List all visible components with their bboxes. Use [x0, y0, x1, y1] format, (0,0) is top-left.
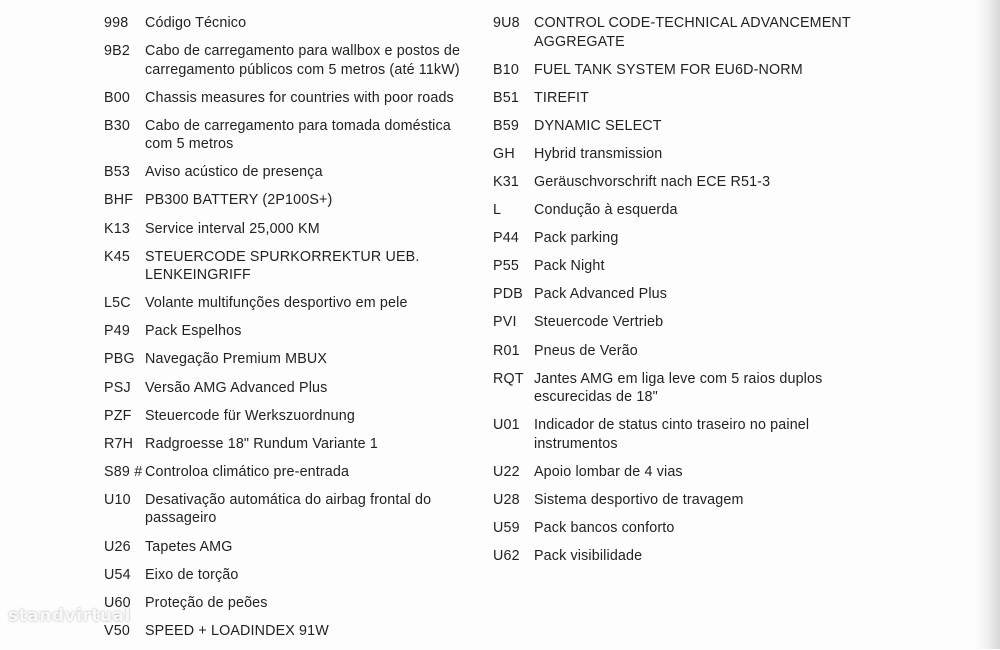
option-row	[493, 117, 863, 136]
option-code: PDB	[493, 286, 523, 303]
option-description: CONTROL CODE-TECHNICAL ADVANCEMENT AGGREGATE	[534, 15, 851, 50]
option-description: Jantes AMG em liga leve com 5 raios duplos escurecidas de 18"	[534, 370, 823, 406]
option-code: U62	[493, 548, 520, 565]
option-code: RQT	[493, 370, 524, 387]
option-description: Pack Advanced Plus	[534, 286, 668, 303]
option-description: Proteção de peões	[145, 594, 268, 611]
option-code: U28	[493, 491, 520, 508]
option-row	[104, 220, 474, 239]
option-row	[104, 463, 474, 482]
option-description: Chassis measures for countries with poor roads	[145, 89, 454, 106]
option-description: Controloa climático pre-entrada	[145, 463, 350, 480]
option-code: V50	[104, 622, 131, 639]
option-row	[104, 350, 474, 369]
option-row	[493, 89, 863, 108]
option-row	[104, 248, 474, 285]
option-description: Versão AMG Advanced Plus	[145, 379, 328, 396]
option-description: Indicador de status cinto traseiro no painel instrumentos	[534, 417, 810, 452]
option-row	[493, 14, 863, 51]
option-description: Service interval 25,000 KM	[145, 220, 320, 237]
option-code: PSJ	[104, 379, 131, 396]
option-code: 998	[104, 15, 129, 31]
option-code: PZF	[104, 407, 132, 424]
option-row	[493, 229, 863, 248]
option-row	[104, 42, 474, 79]
option-code: R7H	[104, 435, 134, 452]
option-row	[104, 294, 474, 313]
option-row	[104, 594, 474, 613]
option-code: B10	[493, 61, 520, 78]
option-row	[493, 519, 863, 538]
option-code: B59	[493, 117, 520, 134]
page-edge-shadow	[974, 0, 1000, 649]
option-row	[104, 538, 474, 557]
option-description: Steuercode für Werkszuordnung	[145, 407, 355, 424]
option-code: P44	[493, 230, 520, 247]
option-code: S89 #	[104, 463, 143, 480]
option-description: FUEL TANK SYSTEM FOR EU6D-NORM	[534, 61, 803, 78]
option-code: U26	[104, 538, 131, 555]
option-code: K31	[493, 173, 520, 190]
option-code: R01	[493, 342, 520, 359]
option-row	[493, 285, 863, 304]
option-description: Pack visibilidade	[534, 548, 643, 565]
option-description: PB300 BATTERY (2P100S+)	[145, 192, 333, 209]
option-code: K13	[104, 220, 131, 237]
option-row	[493, 370, 863, 407]
option-row	[104, 89, 474, 108]
option-row	[493, 416, 863, 453]
option-code: U10	[104, 491, 131, 508]
option-code: U54	[104, 566, 131, 583]
option-row	[104, 435, 474, 454]
option-description: Volante multifunções desportivo em pele	[145, 295, 408, 312]
option-code: P55	[493, 258, 520, 275]
option-row	[493, 342, 863, 361]
option-code: K45	[104, 248, 131, 265]
option-code: PBG	[104, 351, 135, 368]
option-description: Condução à esquerda	[534, 202, 678, 219]
option-description: Sistema desportivo de travagem	[534, 491, 744, 508]
option-description: SPEED + LOADINDEX 91W	[145, 622, 329, 639]
option-row	[493, 257, 863, 276]
option-row	[493, 173, 863, 192]
option-code: U01	[493, 417, 520, 434]
option-code: U22	[493, 463, 520, 480]
option-description: Steuercode Vertrieb	[534, 314, 664, 331]
option-description: Cabo de carregamento para wallbox e postos de carregamento públicos com 5 metros (até 11kW)	[145, 43, 461, 78]
option-code: P49	[104, 323, 131, 340]
option-row	[104, 322, 474, 341]
option-row	[104, 14, 474, 33]
watermark: standvirtual	[8, 606, 131, 626]
option-code: BHF	[104, 192, 134, 209]
option-row	[493, 463, 863, 482]
option-description: Eixo de torção	[145, 566, 239, 583]
option-row	[493, 491, 863, 510]
option-code: B51	[493, 89, 520, 106]
left-option-column	[104, 14, 474, 650]
option-row	[104, 491, 474, 528]
option-description: Radgroesse 18" Rundum Variante 1	[145, 435, 378, 452]
option-row	[104, 191, 474, 210]
option-row	[104, 379, 474, 398]
option-row	[493, 61, 863, 80]
option-code: U59	[493, 520, 520, 536]
option-code: L5C	[104, 295, 131, 312]
option-code: 9U8	[493, 15, 520, 31]
option-description: Pack bancos conforto	[534, 520, 675, 536]
option-row	[104, 163, 474, 182]
option-code: L	[493, 202, 502, 219]
option-description: Apoio lombar de 4 vias	[534, 463, 683, 480]
option-row	[493, 547, 863, 566]
right-option-column	[493, 14, 863, 575]
option-description: Tapetes AMG	[145, 538, 233, 555]
option-code: GH	[493, 145, 515, 162]
option-description: Código Técnico	[145, 15, 247, 31]
option-description: Geräuschvorschrift nach ECE R51-3	[534, 173, 771, 190]
option-description: Pneus de Verão	[534, 342, 638, 359]
option-row	[104, 117, 474, 154]
option-row	[104, 407, 474, 426]
option-code: B53	[104, 164, 131, 181]
option-code: B00	[104, 89, 131, 106]
option-row	[493, 145, 863, 164]
option-row	[493, 201, 863, 220]
option-description: Desativação automática do airbag frontal do passageiro	[145, 491, 432, 527]
option-description: Pack Night	[534, 258, 605, 275]
option-description: DYNAMIC SELECT	[534, 117, 662, 134]
option-code: PVI	[493, 314, 517, 331]
option-description: TIREFIT	[534, 89, 590, 106]
option-code: U60	[104, 594, 131, 611]
option-description: Hybrid transmission	[534, 145, 663, 162]
option-description: Cabo de carregamento para tomada doméstica com 5 metros	[145, 117, 451, 153]
option-row	[493, 313, 863, 332]
option-code: B30	[104, 117, 131, 134]
option-description: Pack parking	[534, 230, 619, 247]
option-description: Aviso acústico de presença	[145, 164, 323, 181]
option-row	[104, 622, 474, 641]
option-description: Pack Espelhos	[145, 323, 242, 340]
option-description: STEUERCODE SPURKORREKTUR UEB. LENKEINGRIFF	[145, 248, 420, 284]
option-code: 9B2	[104, 43, 131, 60]
option-row	[104, 566, 474, 585]
option-description: Navegação Premium MBUX	[145, 351, 328, 368]
